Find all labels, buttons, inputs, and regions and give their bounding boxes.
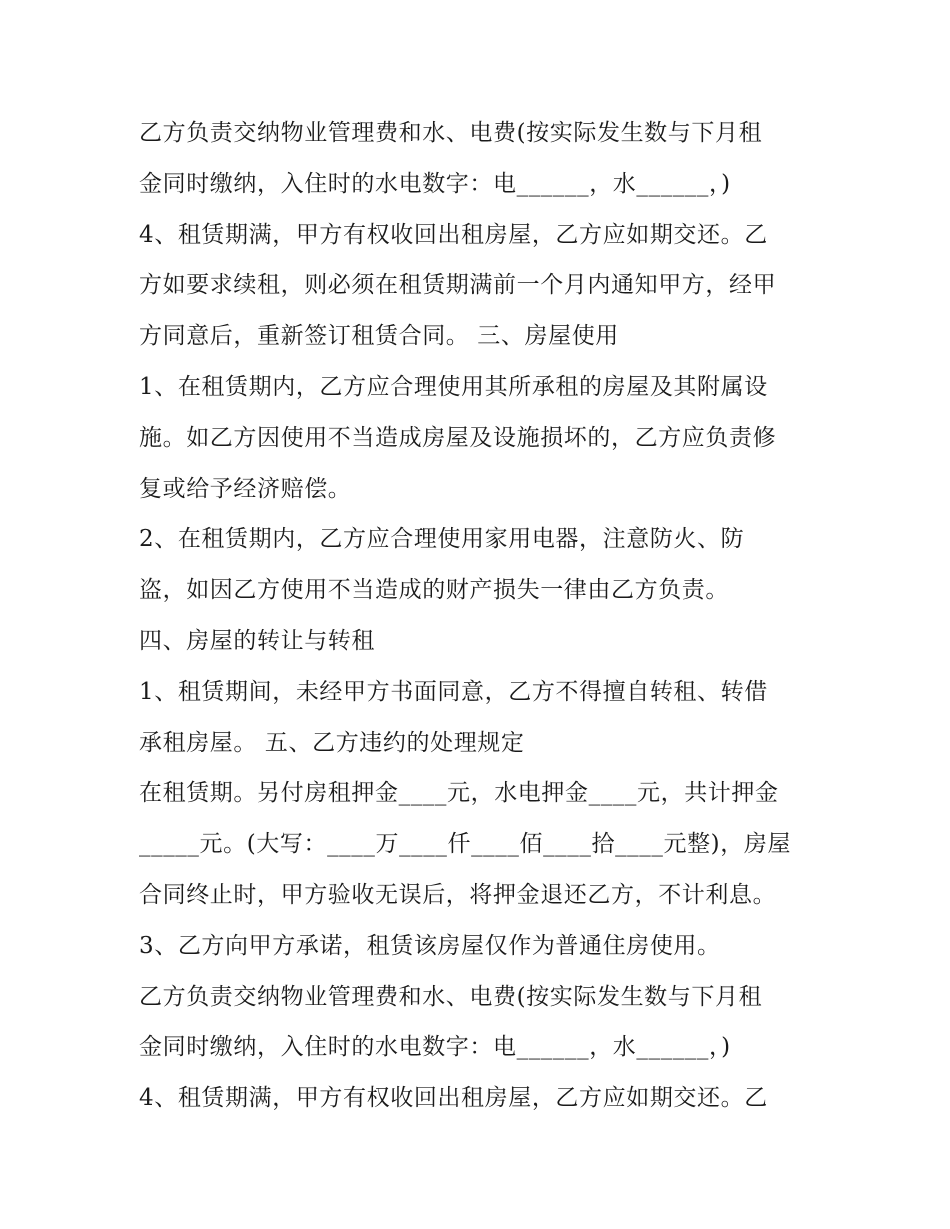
text-line: 4、租赁期满，甲方有权收回出租房屋，乙方应如期交还。乙 [139, 1085, 768, 1112]
text-line: 2、在租赁期内，乙方应合理使用家用电器，注意防火、防 [139, 526, 745, 553]
text-line: 承租房屋。 五、乙方违约的处理规定 [139, 729, 525, 756]
text-line: 3、乙方向甲方承诺，租赁该房屋仅作为普通住房使用。 [139, 932, 721, 959]
text-line: 乙方负责交纳物业管理费和水、电费(按实际发生数与下月租 [139, 983, 763, 1010]
section-heading: 四、房屋的转让与转租 [139, 627, 375, 654]
text-line: 金同时缴纳，入住时的水电数字：电______，水______，) [139, 170, 731, 197]
text-line: 合同终止时，甲方验收无误后，将押金退还乙方，不计利息。 [139, 881, 777, 908]
text-line: 施。如乙方因使用不当造成房屋及设施损坏的，乙方应负责修 [139, 424, 777, 451]
contract-text [139, 108, 829, 1124]
text-line: 方同意后，重新签订租赁合同。 三、房屋使用 [139, 323, 619, 350]
text-line: 4、租赁期满，甲方有权收回出租房屋，乙方应如期交还。乙 [139, 221, 768, 248]
text-line: 乙方负责交纳物业管理费和水、电费(按实际发生数与下月租 [139, 120, 763, 146]
text-line: 金同时缴纳，入住时的水电数字：电______，水______，) [139, 1034, 731, 1061]
text-line: 在租赁期。另付房租押金____元，水电押金____元，共计押金 [139, 780, 779, 807]
text-line: 1、在租赁期内，乙方应合理使用其所承租的房屋及其附属设 [139, 373, 768, 400]
text-line: 方如要求续租，则必须在租赁期满前一个月内通知甲方，经甲 [139, 272, 777, 299]
text-line: 1、租赁期间，未经甲方书面同意，乙方不得擅自转租、转借 [139, 678, 768, 705]
text-line: 复或给予经济赔偿。 [139, 475, 352, 502]
text-line: _____元。(大写：____万____仟____佰____拾____元整)，房屋 [139, 831, 792, 858]
text-line: 盗，如因乙方使用不当造成的财产损失一律由乙方负责。 [139, 577, 729, 604]
